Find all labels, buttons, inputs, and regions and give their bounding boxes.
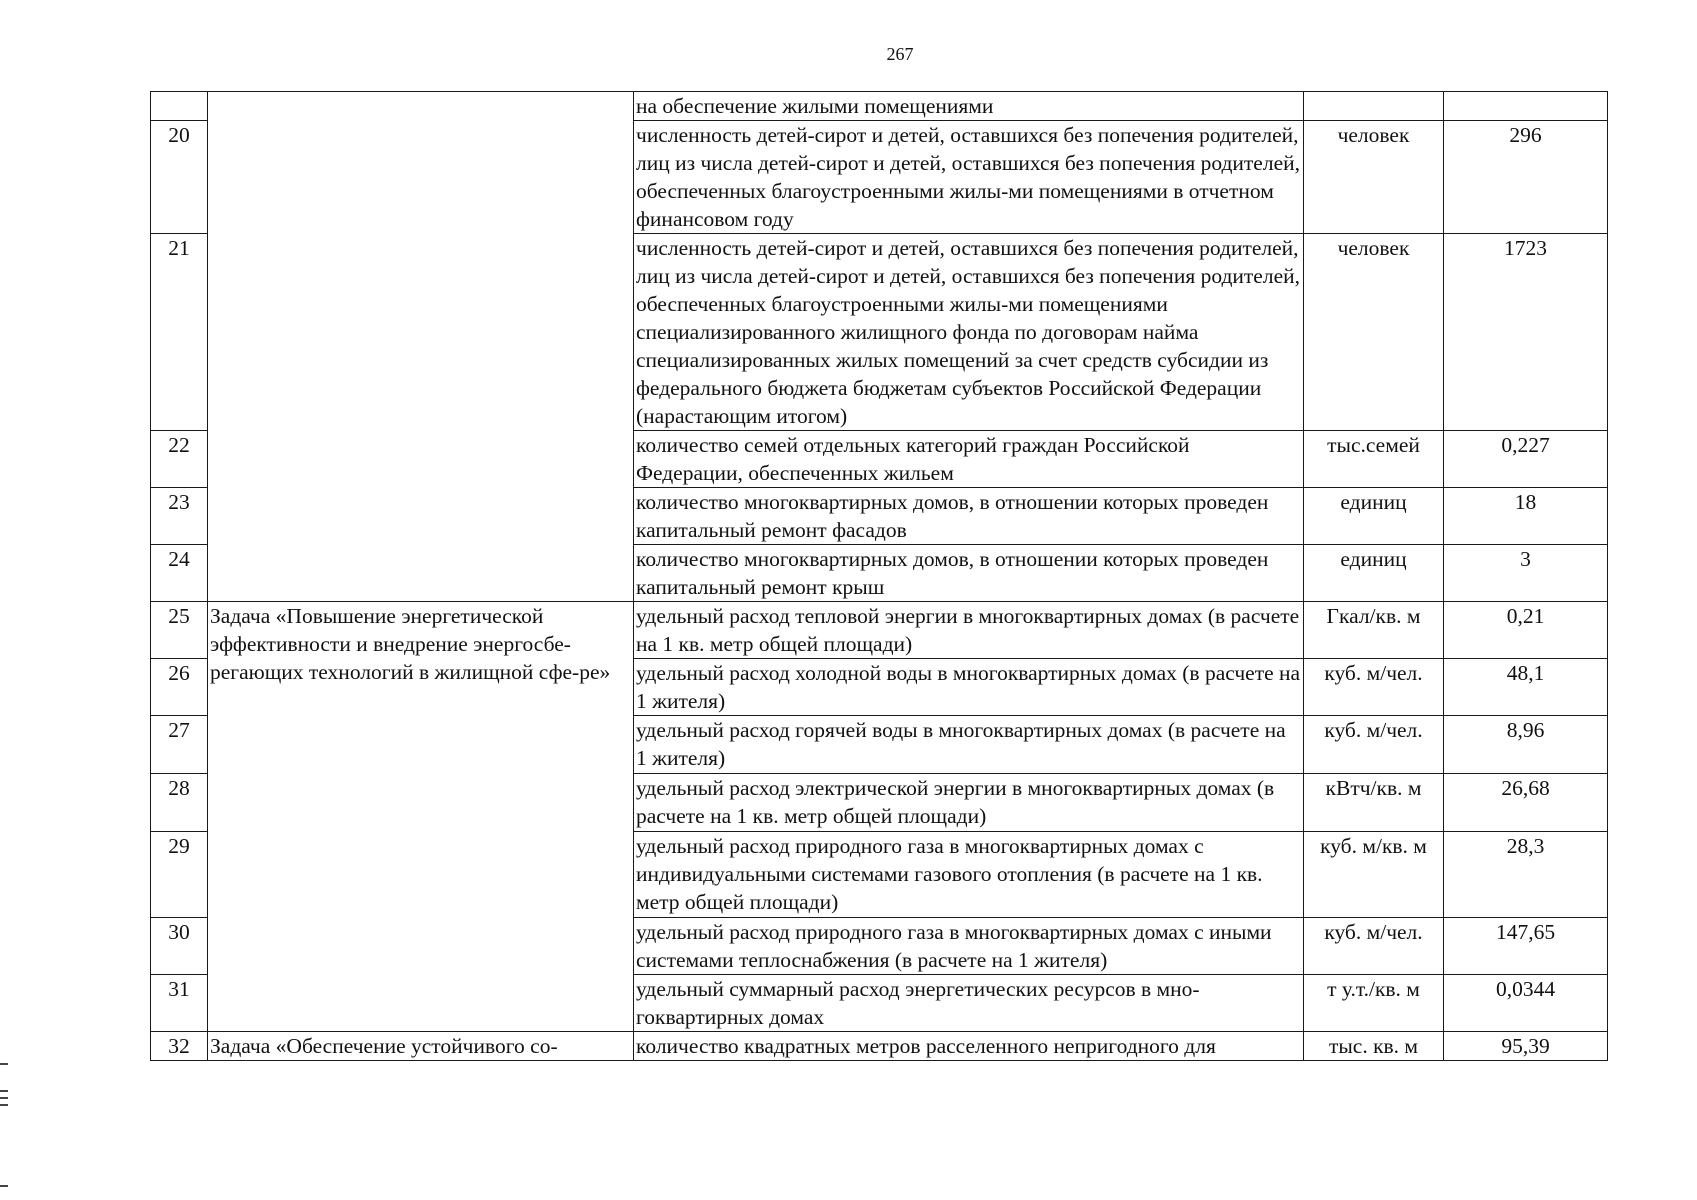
row-number: 28 bbox=[151, 774, 208, 832]
row-number: 24 bbox=[151, 545, 208, 602]
row-number: 23 bbox=[151, 488, 208, 545]
value-cell: 3 bbox=[1444, 545, 1608, 602]
unit-cell: тыс.семей bbox=[1304, 431, 1444, 488]
value-cell: 28,3 bbox=[1444, 832, 1608, 918]
row-number: 22 bbox=[151, 431, 208, 488]
unit-cell: человек bbox=[1304, 234, 1444, 431]
unit-cell: единиц bbox=[1304, 488, 1444, 545]
row-number: 26 bbox=[151, 659, 208, 716]
unit-cell bbox=[1304, 92, 1444, 121]
indicator-text: удельный расход горячей воды в многоквартирных домах (в расчете на 1 жителя) bbox=[634, 716, 1304, 774]
indicator-text: количество квадратных метров расселенного непригодного для bbox=[634, 1032, 1304, 1061]
indicator-text: численность детей-сирот и детей, оставшихся без попечения родителей, лиц из числа детей-сирот и детей, оставшихся без попечения родителей, обеспеченных благоустроенными жилы-ми помещениями специализированного жилищного фонда по договорам найма специализированных жилых помещений за счет средств субсидии из федерального бюджета бюджетам субъектов Российской Федерации (нарастающим итогом) bbox=[634, 234, 1304, 431]
value-cell: 147,65 bbox=[1444, 918, 1608, 975]
value-cell: 8,96 bbox=[1444, 716, 1608, 774]
indicator-text: численность детей-сирот и детей, оставшихся без попечения родителей, лиц из числа детей-сирот и детей, оставшихся без попечения родителей, обеспеченных благоустроенными жилы-ми помещениями в отчетном финансовом году bbox=[634, 121, 1304, 234]
scan-mark bbox=[0, 1185, 8, 1187]
task-energy-efficiency: Задача «Повышение энергетической эффективности и внедрение энергосбе-регающих технологий в жилищной сфе-ре» bbox=[208, 602, 634, 1032]
indicator-text: на обеспечение жилыми помещениями bbox=[634, 92, 1304, 121]
indicator-text: удельный суммарный расход энергетических ресурсов в мно-гоквартирных домах bbox=[634, 975, 1304, 1032]
row-number: 27 bbox=[151, 716, 208, 774]
value-cell: 48,1 bbox=[1444, 659, 1608, 716]
scan-mark bbox=[0, 1104, 8, 1106]
value-cell: 18 bbox=[1444, 488, 1608, 545]
table-row bbox=[151, 602, 1608, 659]
indicator-text: удельный расход электрической энергии в многоквартирных домах (в расчете на 1 кв. метр общей площади) bbox=[634, 774, 1304, 832]
value-cell: 0,0344 bbox=[1444, 975, 1608, 1032]
unit-cell: куб. м/чел. bbox=[1304, 918, 1444, 975]
unit-cell: тыс. кв. м bbox=[1304, 1032, 1444, 1061]
scan-mark bbox=[0, 1090, 8, 1092]
unit-cell: единиц bbox=[1304, 545, 1444, 602]
indicator-text: количество многоквартирных домов, в отношении которых проведен капитальный ремонт крыш bbox=[634, 545, 1304, 602]
indicator-text: количество семей отдельных категорий граждан Российской Федерации, обеспеченных жильем bbox=[634, 431, 1304, 488]
table-row bbox=[151, 1032, 1608, 1061]
indicator-text: удельный расход природного газа в многоквартирных домах с иными системами теплоснабжения (в расчете на 1 жителя) bbox=[634, 918, 1304, 975]
row-number bbox=[151, 92, 208, 121]
row-number: 29 bbox=[151, 832, 208, 918]
unit-cell: куб. м/чел. bbox=[1304, 659, 1444, 716]
unit-cell: куб. м/чел. bbox=[1304, 716, 1444, 774]
value-cell: 296 bbox=[1444, 121, 1608, 234]
value-cell: 0,227 bbox=[1444, 431, 1608, 488]
row-number: 25 bbox=[151, 602, 208, 659]
unit-cell: Гкал/кв. м bbox=[1304, 602, 1444, 659]
unit-cell: человек bbox=[1304, 121, 1444, 234]
indicators-table bbox=[150, 91, 1608, 1061]
value-cell: 95,39 bbox=[1444, 1032, 1608, 1061]
row-number: 20 bbox=[151, 121, 208, 234]
indicator-text: количество многоквартирных домов, в отношении которых проведен капитальный ремонт фасадов bbox=[634, 488, 1304, 545]
value-cell bbox=[1444, 92, 1608, 121]
indicator-text: удельный расход природного газа в многоквартирных домах с индивидуальными системами газового отопления (в расчете на 1 кв. метр общей площади) bbox=[634, 832, 1304, 918]
scan-mark bbox=[0, 1097, 8, 1099]
indicator-text: удельный расход тепловой энергии в многоквартирных домах (в расчете на 1 кв. метр общей площади) bbox=[634, 602, 1304, 659]
indicator-text: удельный расход холодной воды в многоквартирных домах (в расчете на 1 жителя) bbox=[634, 659, 1304, 716]
unit-cell: кВтч/кв. м bbox=[1304, 774, 1444, 832]
value-cell: 1723 bbox=[1444, 234, 1608, 431]
task-cell-empty bbox=[208, 92, 634, 602]
unit-cell: куб. м/кв. м bbox=[1304, 832, 1444, 918]
row-number: 31 bbox=[151, 975, 208, 1032]
value-cell: 26,68 bbox=[1444, 774, 1608, 832]
row-number: 21 bbox=[151, 234, 208, 431]
scan-mark bbox=[0, 1063, 8, 1065]
row-number: 32 bbox=[151, 1032, 208, 1061]
task-housing: Задача «Обеспечение устойчивого со- bbox=[208, 1032, 634, 1061]
table-row bbox=[151, 92, 1608, 121]
row-number: 30 bbox=[151, 918, 208, 975]
unit-cell: т у.т./кв. м bbox=[1304, 975, 1444, 1032]
page-number: 267 bbox=[886, 44, 914, 64]
value-cell: 0,21 bbox=[1444, 602, 1608, 659]
